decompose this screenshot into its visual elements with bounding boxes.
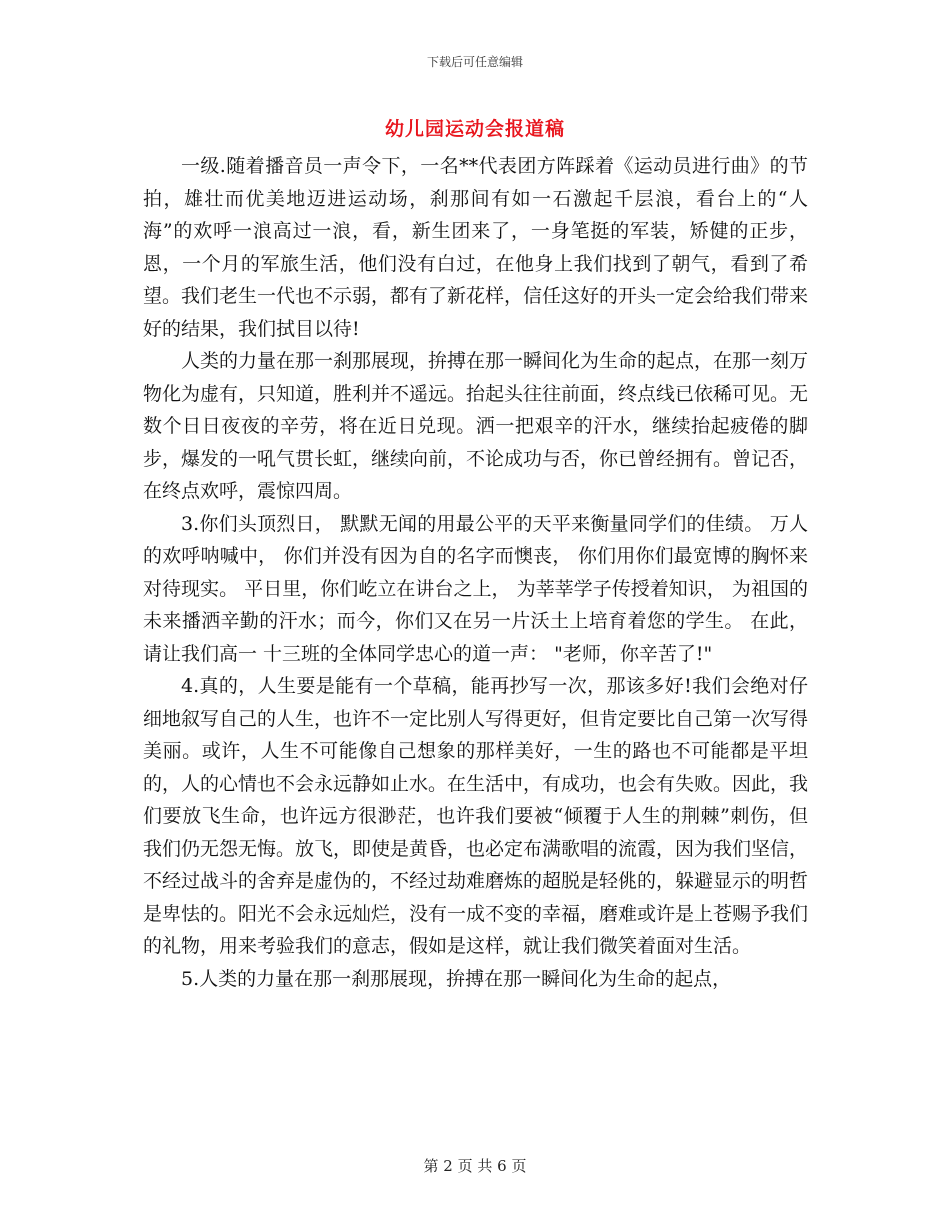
document-body	[143, 150, 808, 995]
page-header-note: 下载后可任意编辑	[426, 55, 523, 69]
paragraph-4: 4.真的，人生要是能有一个草稿，能再抄写一次，那该多好!我们会绝对仔细地叙写自己的人生，也许不一定比别人写得更好，但肯定要比自己第一次写得美丽。或许，人生不可能像自己想象的那样美好，一生的路也不可能都是平坦的，人的心情也不会永远静如止水。在生活中，有成功，也会有失败。因此，我们要放飞生命，也许远方很渺茫，也许我们要被“倾覆于人生的荆棘”刺伤，但我们仍无怨无悔。放飞，即使是黄昏，也必定布满歌唱的流霞，因为我们坚信，不经过战斗的舍弃是虚伪的，不经过劫难磨炼的超脱是轻佻的，躲避显示的明哲是卑怯的。阳光不会永远灿烂，没有一成不变的幸福，磨难或许是上苍赐予我们的礼物，用来考验我们的意志，假如是这样，就让我们微笑着面对生活。	[143, 675, 809, 957]
paragraph-3: 3.你们头顶烈日， 默默无闻的用最公平的天平来衡量同学们的佳绩。 万人的欢呼呐喊中， 你们并没有因为自的名字而懊丧， 你们用你们最宽博的胸怀来对待现实。 平日里，你们屹立在讲台之上， 为莘莘学子传授着知识， 为祖国的未来播洒辛勤的汗水；而今，你们又在另一片沃土上培育着您的学生。 在此，请让我们高一 十三班的全体同学忠心的道一声： "老师，你辛苦了!"	[143, 512, 808, 665]
paragraph-5: 5.人类的力量在那一刹那展现，拚搏在那一瞬间化为生命的起点，	[181, 967, 732, 990]
paragraph-1: 一级.随着播音员一声令下，一名**代表团方阵踩着《运动员进行曲》的节拍，雄壮而优美地迈进运动场，刹那间有如一石激起千层浪，看台上的“人海”的欢呼一浪高过一浪，看，新生团来了，一身笔挺的军装，矫健的正步，恩，一个月的军旅生活，他们没有白过，在他身上我们找到了朝气，看到了希望。我们老生一代也不示弱，都有了新花样，信任这好的开头一定会给我们带来好的结果，我们拭目以待!	[143, 155, 809, 340]
document-title: 幼儿园运动会报道稿	[384, 118, 565, 140]
paragraph-2: 人类的力量在那一刹那展现，拚搏在那一瞬间化为生命的起点，在那一刻万物化为虚有，只知道，胜利并不遥远。抬起头往往前面，终点线已依稀可见。无数个日日夜夜的辛劳，将在近日兑现。洒一把艰辛的汗水，继续抬起疲倦的脚步，爆发的一吼气贯长虹，继续向前，不论成功与否，你已曾经拥有。曾记否，在终点欢呼，震惊四周。	[143, 350, 809, 502]
page-number: 第 2 页 共 6 页	[423, 1157, 527, 1175]
